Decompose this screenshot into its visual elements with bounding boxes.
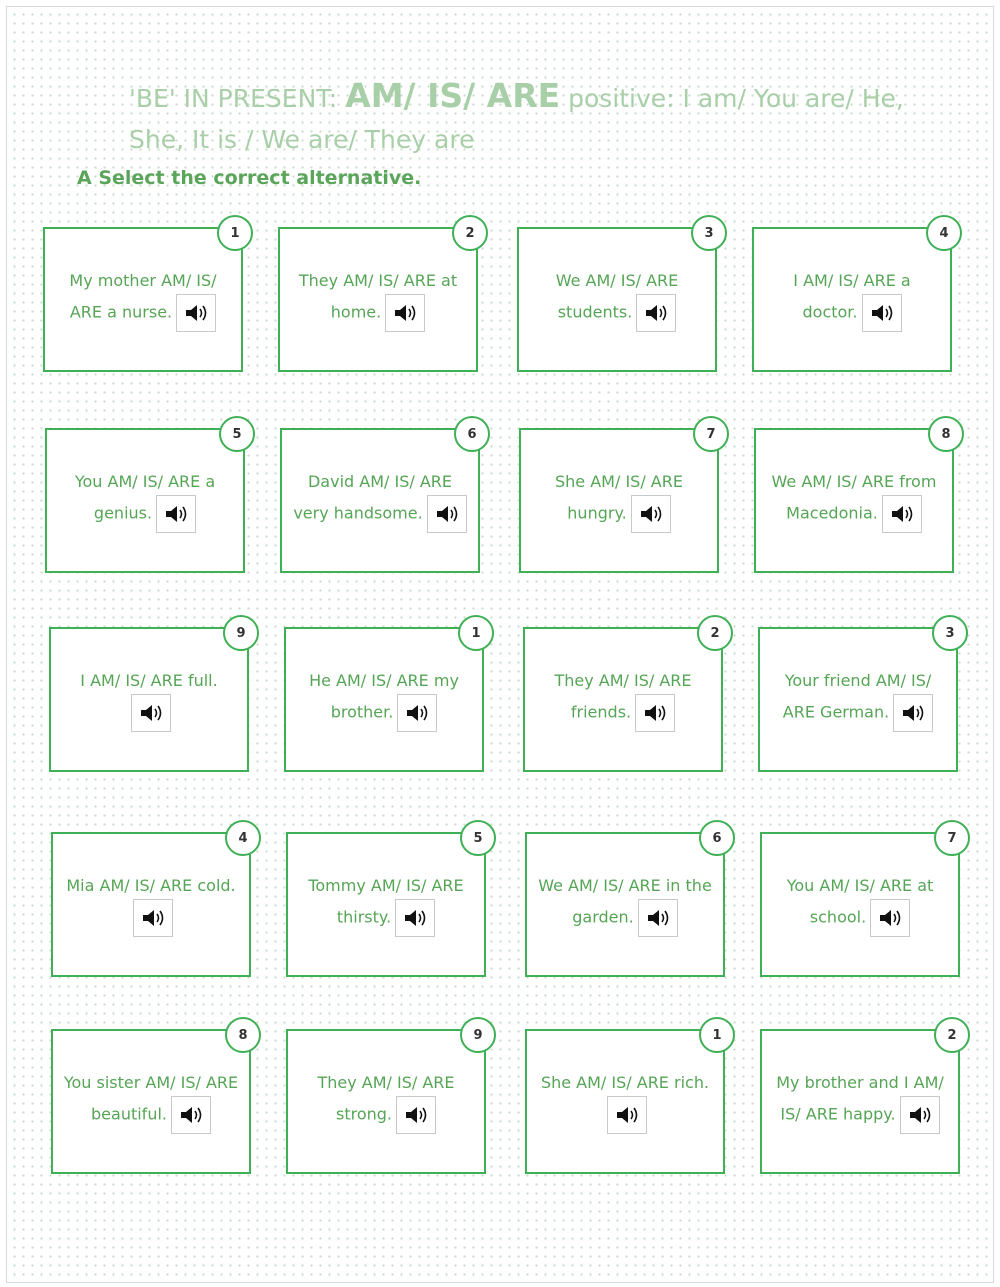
speaker-icon[interactable] bbox=[395, 899, 435, 937]
sentence-text[interactable]: They AM/ IS/ ARE friends. bbox=[554, 670, 692, 721]
exercise-card bbox=[49, 627, 249, 772]
sentence-text[interactable]: I AM/ IS/ ARE full. bbox=[80, 670, 218, 690]
sentence-text[interactable]: We AM/ IS/ ARE in the garden. bbox=[538, 875, 712, 926]
sentence-text[interactable]: My brother and I AM/ IS/ ARE happy. bbox=[776, 1072, 944, 1123]
sentence-text[interactable]: You sister AM/ IS/ ARE beautiful. bbox=[63, 1072, 239, 1123]
speaker-icon[interactable] bbox=[176, 294, 216, 332]
speaker-icon[interactable] bbox=[427, 495, 467, 533]
page-title bbox=[129, 75, 909, 160]
sentence-text[interactable]: Tommy AM/ IS/ ARE thirsty. bbox=[308, 875, 464, 926]
sentence-text[interactable]: They AM/ IS/ ARE strong. bbox=[317, 1072, 455, 1123]
exercise-card bbox=[43, 227, 243, 372]
exercise-card bbox=[284, 627, 484, 772]
card-number-badge: 8 bbox=[225, 1017, 261, 1053]
card-number-badge: 5 bbox=[219, 416, 255, 452]
sentence-text[interactable]: Your friend AM/ IS/ ARE German. bbox=[782, 670, 932, 721]
exercise-card bbox=[754, 428, 954, 573]
speaker-icon[interactable] bbox=[397, 694, 437, 732]
title-prefix: 'BE' IN PRESENT: bbox=[129, 84, 346, 113]
exercise-card bbox=[517, 227, 717, 372]
card-number-badge: 9 bbox=[223, 615, 259, 651]
card-number-badge: 2 bbox=[697, 615, 733, 651]
speaker-icon[interactable] bbox=[862, 294, 902, 332]
speaker-icon[interactable] bbox=[893, 694, 933, 732]
card-number-badge: 7 bbox=[693, 416, 729, 452]
exercise-card bbox=[286, 832, 486, 977]
card-number-badge: 3 bbox=[932, 615, 968, 651]
speaker-icon[interactable] bbox=[131, 694, 171, 732]
worksheet-page bbox=[6, 6, 994, 1283]
exercise-card bbox=[286, 1029, 486, 1174]
card-number-badge: 3 bbox=[691, 215, 727, 251]
speaker-icon[interactable] bbox=[607, 1096, 647, 1134]
card-number-badge: 1 bbox=[458, 615, 494, 651]
card-number-badge: 2 bbox=[934, 1017, 970, 1053]
speaker-icon[interactable] bbox=[638, 899, 678, 937]
sentence-text[interactable]: He AM/ IS/ ARE my brother. bbox=[309, 670, 459, 721]
speaker-icon[interactable] bbox=[396, 1096, 436, 1134]
card-number-badge: 1 bbox=[217, 215, 253, 251]
speaker-icon[interactable] bbox=[636, 294, 676, 332]
speaker-icon[interactable] bbox=[882, 495, 922, 533]
exercise-card bbox=[51, 832, 251, 977]
card-number-badge: 4 bbox=[225, 820, 261, 856]
exercise-card bbox=[278, 227, 478, 372]
sentence-text[interactable]: She AM/ IS/ ARE hungry. bbox=[555, 471, 683, 522]
exercise-card bbox=[760, 832, 960, 977]
exercise-card bbox=[523, 627, 723, 772]
exercise-card bbox=[760, 1029, 960, 1174]
title-emphasis: AM/ IS/ ARE bbox=[345, 76, 561, 115]
sentence-text[interactable]: You AM/ IS/ ARE a genius. bbox=[74, 471, 216, 522]
exercise-card bbox=[752, 227, 952, 372]
speaker-icon[interactable] bbox=[870, 899, 910, 937]
speaker-icon[interactable] bbox=[156, 495, 196, 533]
exercise-card bbox=[758, 627, 958, 772]
card-number-badge: 4 bbox=[926, 215, 962, 251]
title-suffix: positive: I am/ You are/ He, She, It is / We are/ They are bbox=[129, 84, 904, 154]
sentence-text[interactable]: They AM/ IS/ ARE at home. bbox=[298, 270, 458, 321]
speaker-icon[interactable] bbox=[385, 294, 425, 332]
card-number-badge: 5 bbox=[460, 820, 496, 856]
card-number-badge: 1 bbox=[699, 1017, 735, 1053]
sentence-text[interactable]: My mother AM/ IS/ ARE a nurse. bbox=[69, 270, 217, 321]
sentence-text[interactable]: We AM/ IS/ ARE students. bbox=[555, 270, 679, 321]
card-number-badge: 6 bbox=[699, 820, 735, 856]
card-number-badge: 7 bbox=[934, 820, 970, 856]
speaker-icon[interactable] bbox=[171, 1096, 211, 1134]
sentence-text[interactable]: She AM/ IS/ ARE rich. bbox=[540, 1072, 710, 1092]
exercise-card bbox=[280, 428, 480, 573]
sentence-text[interactable]: I AM/ IS/ ARE a doctor. bbox=[793, 270, 911, 321]
speaker-icon[interactable] bbox=[900, 1096, 940, 1134]
exercise-card bbox=[525, 1029, 725, 1174]
sentence-text[interactable]: We AM/ IS/ ARE from Macedonia. bbox=[771, 471, 937, 522]
exercise-card bbox=[519, 428, 719, 573]
speaker-icon[interactable] bbox=[631, 495, 671, 533]
sentence-text[interactable]: You AM/ IS/ ARE at school. bbox=[786, 875, 934, 926]
card-number-badge: 6 bbox=[454, 416, 490, 452]
sentence-text[interactable]: Mia AM/ IS/ ARE cold. bbox=[66, 875, 236, 895]
exercise-card bbox=[525, 832, 725, 977]
sentence-text[interactable]: David AM/ IS/ ARE very handsome. bbox=[293, 471, 453, 522]
exercise-card bbox=[45, 428, 245, 573]
speaker-icon[interactable] bbox=[635, 694, 675, 732]
instruction-text: A Select the correct alternative. bbox=[77, 167, 422, 189]
exercise-card bbox=[51, 1029, 251, 1174]
card-number-badge: 9 bbox=[460, 1017, 496, 1053]
card-number-badge: 8 bbox=[928, 416, 964, 452]
card-number-badge: 2 bbox=[452, 215, 488, 251]
speaker-icon[interactable] bbox=[133, 899, 173, 937]
